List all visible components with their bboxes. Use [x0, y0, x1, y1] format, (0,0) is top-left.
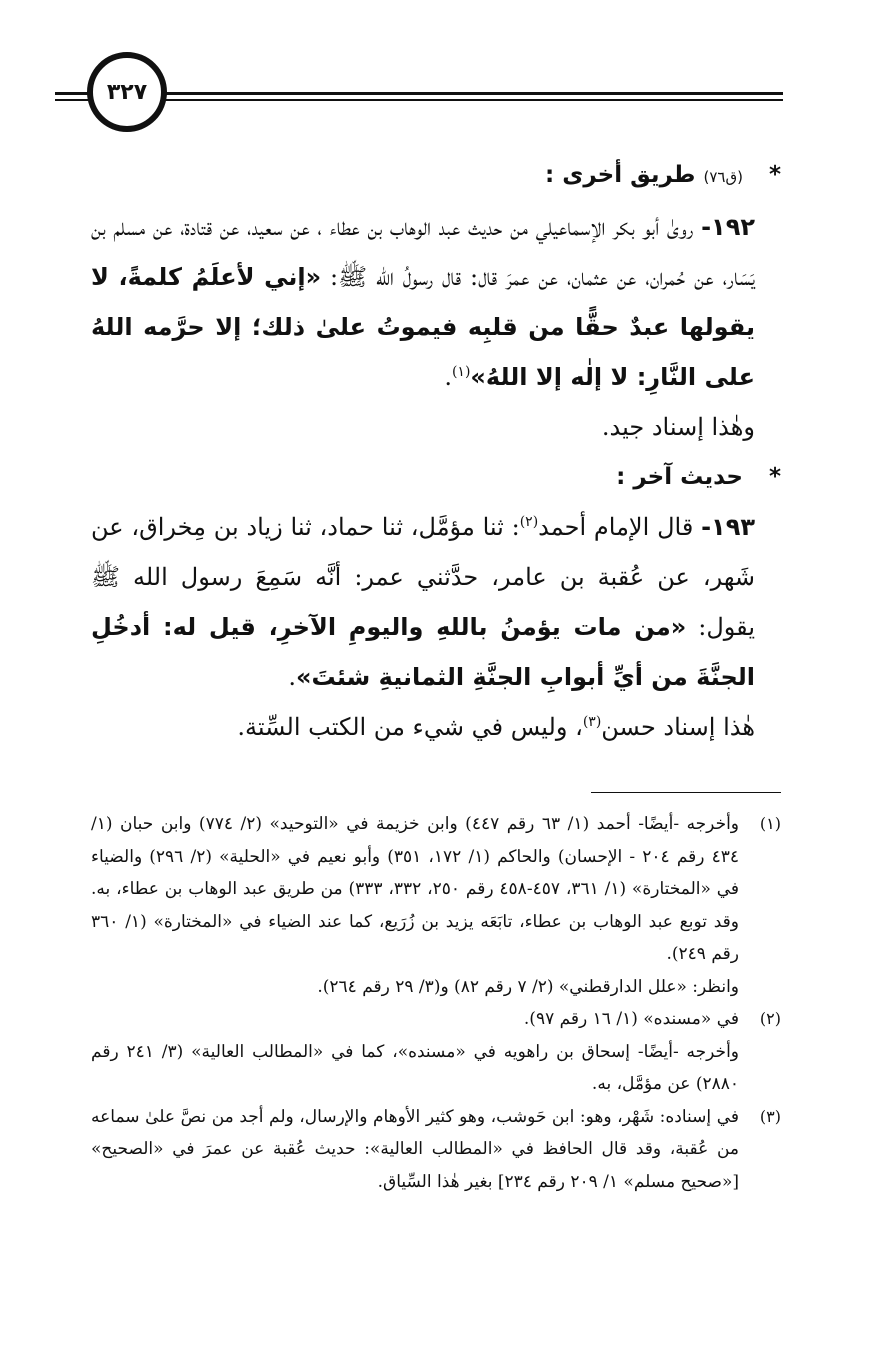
star-marker: *: [768, 464, 781, 490]
hadith-193-grade: [91, 702, 781, 752]
hadith-isnad: : ثنا مؤمَّل، ثنا حماد، ثنا زياد بن مِخراق، عن شَهر، عن عُقبة بن عامر، حدَّثني عمر: أنَّه سَمِعَ رسول الله ﷺ يقول:: [91, 513, 755, 641]
hadith-source: قال الإمام أحمد: [538, 513, 694, 541]
grade-text-cont: ، وليس في شيء من الكتب السِّتة.: [237, 713, 583, 741]
sentence-end: .: [288, 663, 296, 691]
hadith-isnad: روىٰ أبو بكر الإسماعيلي من حديث عبد الوهاب بن عطاء ، عن سعيد، عن قتادة، عن مسلم بن يَسَار، عن حُمران، عن عثمان، عن عمرَ قال: قال رسولُ الله ﷺ:: [91, 213, 755, 291]
footnote-body: [91, 1101, 739, 1199]
manuscript-ref: (ق٧٦): [703, 168, 743, 186]
footnote-1: [91, 808, 781, 1003]
hadith-matn: «من مات يؤمنُ باللهِ واليومِ الآخرِ، قيل له: أدخُلِ الجنَّةَ من أيِّ أبوابِ الجنَّةِ الثمانيةِ شئتَ»: [91, 613, 755, 691]
footnote-ref-2[interactable]: (٢): [519, 514, 539, 530]
hadith-192: [91, 202, 781, 402]
hadith-192-grade: وهٰذا إسناد جيد.: [601, 413, 755, 441]
footnote-number: (١): [759, 814, 781, 833]
hadith-number: ١٩٢-: [701, 213, 755, 241]
hadith-matn: «إني لأعلَمُ كلمةً، لا يقولها عبدٌ حقًّا من قلبِه فيموتُ علىٰ ذلك؛ إلا حرَّمه اللهُ على النَّارِ: لا إلٰه إلا اللهُ»: [91, 263, 755, 391]
section-title: حديث آخر :: [616, 464, 743, 490]
footnote-body: [91, 808, 739, 1003]
star-marker: *: [768, 162, 781, 188]
main-text: [91, 150, 781, 752]
footnote-line: في «مسنده» (١/ ١٦ رقم ٩٧).: [523, 1009, 739, 1029]
footnote-2: [91, 1003, 781, 1101]
grade-text: هٰذا إسناد حسن: [601, 713, 755, 741]
footnote-3: [91, 1101, 781, 1199]
hadith-number: ١٩٣-: [701, 513, 755, 541]
hadith-193: [91, 502, 781, 702]
page-number-badge: [87, 52, 167, 132]
footnote-line: وأخرجه -أيضًا- أحمد (١/ ٦٣ رقم ٤٤٧) وابن خزيمة في «التوحيد» (٢/ ٧٧٤) وابن حبان (١/ ٤٣٤ رقم ٢٠٤ - الإحسان) والحاكم (١/ ١٧٢، ٣٥١) وأبو نعيم في «الحلية» (٢/ ٢٩٦) والضياء في «المختارة» (١/ ٣٦١، ٤٥٧-٤٥٨ رقم ٢٥٠، ٣٣٢، ٣٣٣) من طريق عبد الوهاب بن عطاء، به. وقد توبع عبد الوهاب بن عطاء، تابَعَه يزيد بن زُرَيع، كما عند الضياء في «المختارة» (١/ ٣٦٠ رقم ٢٤٩).: [91, 814, 740, 964]
footnote-separator: [591, 792, 781, 793]
footnote-ref-1[interactable]: (١): [451, 364, 471, 380]
footnote-line: في إسناده: شَهْر، وهو: ابن حَوشب، وهو كثير الأوهام والإرسال، ولم أجد من نصَّ علىٰ سماعه من عُقبة، وقد قال الحافظ في «المطالب العالية»: حديث عُقبة عن عمرَ في «الصحيح» [«صحيح مسلم» ١/ ٢٠٩ رقم ٢٣٤] بغير هٰذا السِّياق.: [91, 1106, 739, 1192]
footnote-number: (٣): [759, 1106, 781, 1126]
header-rule-top: [115, 92, 783, 95]
sentence-end: .: [444, 363, 452, 391]
section-heading-2: [91, 452, 781, 502]
footnotes: [91, 808, 781, 1198]
page-number: ٣٢٧: [106, 79, 148, 105]
section-heading-1: [91, 150, 781, 202]
header-rule-bottom: [115, 99, 783, 101]
section-title: طريق أخرى :: [545, 162, 696, 188]
footnote-number: (٢): [759, 1009, 781, 1028]
footnote-ref-3[interactable]: (٣): [582, 714, 602, 730]
footnote-line: وانظر: «علل الدارقطني» (٢/ ٧ رقم ٨٢) و(٣/ ٢٩ رقم ٢٦٤).: [317, 976, 739, 997]
footnote-line: وأخرجه -أيضًا- إسحاق بن راهويه في «مسنده»، كما في «المطالب العالية» (٣/ ٢٤١ رقم ٢٨٨٠) عن مؤمَّل، به.: [91, 1041, 739, 1094]
page-header: [55, 52, 783, 144]
footnote-body: [91, 1003, 739, 1101]
